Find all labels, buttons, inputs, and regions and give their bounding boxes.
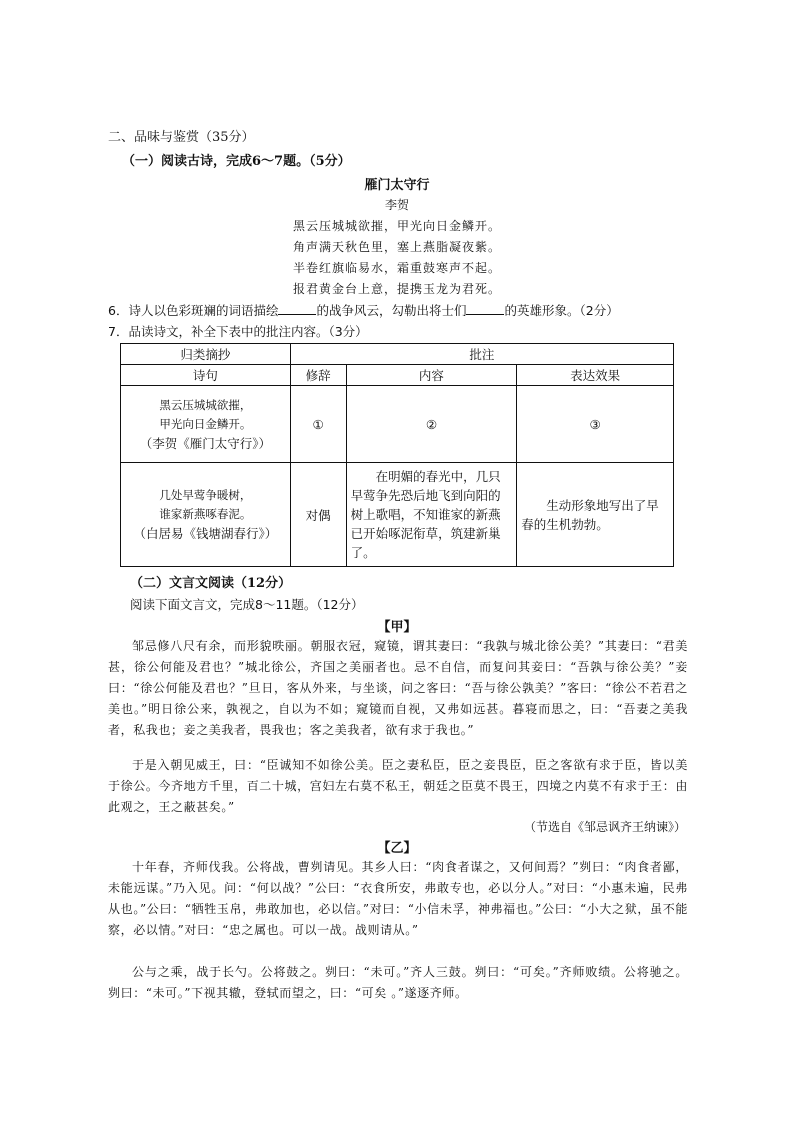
header-effect: 表达效果 (517, 365, 674, 386)
classical-subsection-title: （二）文言文阅读（12分） (130, 576, 292, 591)
annotation-table (120, 343, 674, 567)
table-row (121, 386, 674, 463)
poetry-subsection-title: （一）阅读古诗，完成6～7题。（5分） (122, 154, 351, 169)
poem-line: 报君黄金台上意，提携玉龙为君死。 (292, 282, 501, 296)
question-6 (108, 301, 619, 319)
verse-source: （李贺《雁门太守行》） (139, 435, 271, 451)
poem-line: 半卷红旗临易水，霜重鼓寒声不起。 (292, 261, 501, 275)
table-row (121, 463, 674, 567)
passage-b-paragraph-2: 公与之乘，战于长勺。公将鼓之。刿曰：“未可。”齐人三鼓。刿曰：“可矣。”齐师败绩。公将驰之。刿曰：“未可。”下视其辙，登轼而望之，曰：“可矣 。”遂逐齐师。 (108, 965, 688, 1000)
verse-line: 黑云压城城欲摧， (159, 397, 252, 412)
question-6-part-a: 6．诗人以色彩斑斓的词语描绘 (108, 303, 279, 318)
question-7: 7．品读诗文，补全下表中的批注内容。（3分） (108, 324, 368, 339)
header-annotation: 批注 (290, 344, 673, 365)
passage-a-paragraph-2: 于是入朝见威王，曰：“臣诚知不如徐公美。臣之妻私臣，臣之妾畏臣，臣之客欲有求于臣，皆以美于徐公。今齐地方千里，百二十城，宫妇左右莫不私王，朝廷之臣莫不畏王，四境之内莫不有求于王：由此观之，王之蔽甚矣。” (108, 758, 688, 814)
content-value: 在明媚的春光中，几只早莺争先恐后地飞到向阳的树上歌唱，不知谁家的新燕已开始啄泥衔草，筑建新巢了。 (346, 463, 517, 567)
passage-label-a: 【甲】 (377, 620, 417, 635)
verse-cell (121, 386, 291, 463)
poem-line: 黑云压城城欲摧，甲光向日金鳞开。 (292, 219, 501, 233)
effect-blank[interactable]: ③ (517, 386, 674, 463)
poem-title: 雁门太守行 (364, 178, 430, 193)
rhetoric-value: 对偶 (290, 463, 346, 567)
verse-source: （白居易《钱塘湖春行》） (133, 526, 278, 541)
header-content: 内容 (346, 365, 517, 386)
passage-b-paragraph-1: 十年春，齐师伐我。公将战，曹刿请见。其乡人曰：“肉食者谋之，又何间焉？”刿曰：“肉食者鄙，未能远谋。”乃入见。问：“何以战？”公曰：“衣食所安，弗敢专也，必以分人。”对曰：“小惠未遍，民弗从也。”公曰：“牺牲玉帛，弗敢加也，必以信。”对曰：“小信未孚，神弗福也。”公曰：“小大之狱，虽不能察，必以情。”对曰：“忠之属也。可以一战。战则请从。” (108, 860, 688, 937)
header-rhetoric: 修辞 (290, 365, 346, 386)
question-6-part-c: 的英雄形象。（2分） (504, 303, 619, 318)
poem-line: 角声满天秋色里，塞上燕脂凝夜紫。 (292, 240, 501, 254)
rhetoric-blank[interactable]: ① (290, 386, 346, 463)
passage-a-source: （节选自《邹忌讽齐王纳谏》） (523, 820, 686, 834)
answer-blank[interactable] (278, 302, 316, 315)
header-verse: 诗句 (121, 365, 291, 386)
classical-intro: 阅读下面文言文，完成8～11题。（12分） (130, 597, 364, 612)
verse-line: 谁家新燕啄春泥。 (159, 507, 252, 521)
verse-line: 几处早莺争暖树， (159, 488, 252, 502)
poem-author: 李贺 (384, 198, 409, 212)
header-excerpt: 归类摘抄 (121, 344, 291, 365)
question-6-part-b: 的战争风云，勾勒出将士们 (316, 303, 467, 318)
verse-cell (121, 463, 291, 567)
passage-a-paragraph-1: 邹忌修八尺有余，而形貌昳丽。朝服衣冠，窥镜，谓其妻曰：“我孰与城北徐公美？”其妻曰：“君美甚，徐公何能及君也？”城北徐公，齐国之美丽者也。忌不自信，而复问其妾曰：“吾孰与徐公美？”妾曰：“徐公何能及君也？”旦日，客从外来，与坐谈，问之客曰：“吾与徐公孰美？”客曰：“徐公不若君之美也。”明日徐公来，孰视之，自以为不如；窥镜而自视，又弗如远甚。暮寝而思之，曰：“吾妻之美我者，私我也；妾之美我者，畏我也；客之美我者，欲有求于我也。” (108, 639, 688, 737)
effect-value: 生动形象地写出了早春的生机勃勃。 (517, 463, 674, 567)
passage-label-b: 【乙】 (377, 841, 417, 856)
content-blank[interactable]: ② (346, 386, 517, 463)
verse-line: 甲光向日金鳞开。 (159, 416, 252, 431)
answer-blank[interactable] (466, 302, 504, 315)
section-title: 二、品味与鉴赏（35分） (108, 130, 255, 145)
